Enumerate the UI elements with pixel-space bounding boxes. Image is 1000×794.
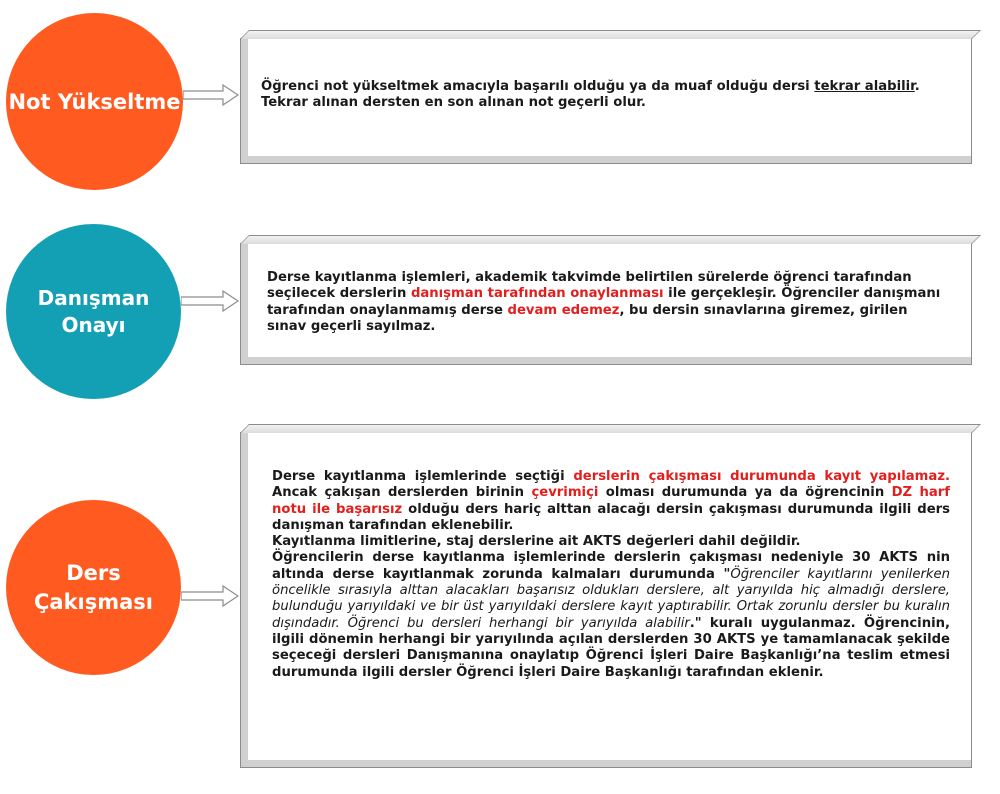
p3-text-a: Öğrencilerin derse kayıtlanma işlemlerinde derslerin çakışması nedeniyle 30 AKTS nin altında derse kayıtlanmak zorunda kalmaları durumunda " (272, 550, 950, 582)
ders-cakismasi-title-line1: Ders (66, 561, 121, 586)
p1-highlight-1: derslerin çakışması durumunda kayıt yapılamaz. (573, 469, 951, 484)
p1-text-d: olduğu ders hariç alttan alacağı dersin çakışması durumunda ilgili ders danışman tarafından eklenebilir. (272, 501, 950, 533)
p1-highlight-3: DZ harf notu ile başarısız (272, 485, 950, 517)
p1-text-c: olması durumunda ya da öğrencinin (598, 485, 892, 501)
danisman-onayi-box (240, 243, 972, 365)
arrow-right-icon (181, 290, 239, 312)
danisman-onayi-text-a: Derse kayıtlanma işlemleri, akademik takvimde belirtilen sürelerde öğrenci tarafından seçilecek derslerin (267, 270, 912, 302)
p1-text-b: Ancak çakışan derslerden birinin (272, 485, 532, 501)
ders-cakismasi-paragraph-1 (272, 469, 950, 534)
p1-highlight-2: çevrimiçi (531, 485, 599, 501)
p3-text-b: ." kuralı uygulanmaz. Öğrencinin, ilgili dönemin herhangi bir yarıyılında açılan derslerden 30 AKTS ye tamamlanacak şekilde seçeceği dersleri Danışmanına onaylatıp Öğrenci İşleri Daire Başkanlığı’na teslim etmesi durumunda ilgili dersler Öğrenci İşleri Daire Başkanlığı tarafından eklenir. (272, 615, 950, 680)
danisman-onayi-highlight-2: devam edemez (507, 302, 620, 318)
ders-cakismasi-paragraph-2: Kayıtlanma limitlerine, staj derslerine ait AKTS değerleri dahil değildir. (272, 534, 801, 550)
not-yukseltme-circle (6, 13, 183, 190)
danisman-onayi-text-b: ile gerçekleşir. Öğrenciler danışmanı tarafından onaylanmamış derse (267, 286, 941, 318)
ders-cakismasi-title-line2: Çakışması (34, 589, 153, 614)
tekrar-alabilir-text: tekrar alabilir (814, 79, 915, 94)
p3-italic-quote: Öğrenciler kayıtlarını yenilerken öncelikle sırasıyla alttan alacakları başarısız oldukları derslere, alt yarıyılda hiç almadığı derslere, bulunduğu yarıyıldaki ve bir üst yarıyıldaki derslere kayıt yaptırabilir. Ortak zorunlu dersler bu kuralın dışındadır. Öğrenci bu dersleri herhangi bir yarıyılda alabilir (272, 566, 950, 631)
p1-text-a: Derse kayıtlanma işlemlerinde seçtiği (272, 469, 574, 484)
arrow-right-icon (181, 585, 239, 607)
danisman-onayi-circle (6, 224, 181, 399)
danisman-onayi-highlight-1: danışman tarafından onaylanması (410, 286, 664, 302)
danisman-onayi-text-c: , bu dersin sınavlarına giremez, girilen sınav geçerli sayılmaz. (267, 302, 908, 334)
ders-cakismasi-text (272, 469, 950, 681)
ders-cakismasi-box (240, 432, 972, 768)
not-yukseltme-text (261, 79, 941, 112)
arrow-right-icon (183, 84, 239, 106)
danisman-onayi-text (267, 270, 947, 335)
ders-cakismasi-circle (6, 500, 181, 675)
danisman-onayi-title-line1: Danışman (37, 285, 150, 310)
danisman-onayi-title-line2: Onayı (61, 312, 126, 337)
ders-cakismasi-paragraph-3 (272, 550, 950, 680)
not-yukseltme-title: Not Yükseltme (8, 89, 181, 114)
not-yukseltme-text-b: . Tekrar alınan dersten en son alınan not geçerli olur. (261, 79, 920, 111)
not-yukseltme-text-a: Öğrenci not yükseltmek amacıyla başarılı olduğu ya da muaf olduğu dersi (261, 79, 815, 94)
not-yukseltme-box (240, 38, 972, 164)
